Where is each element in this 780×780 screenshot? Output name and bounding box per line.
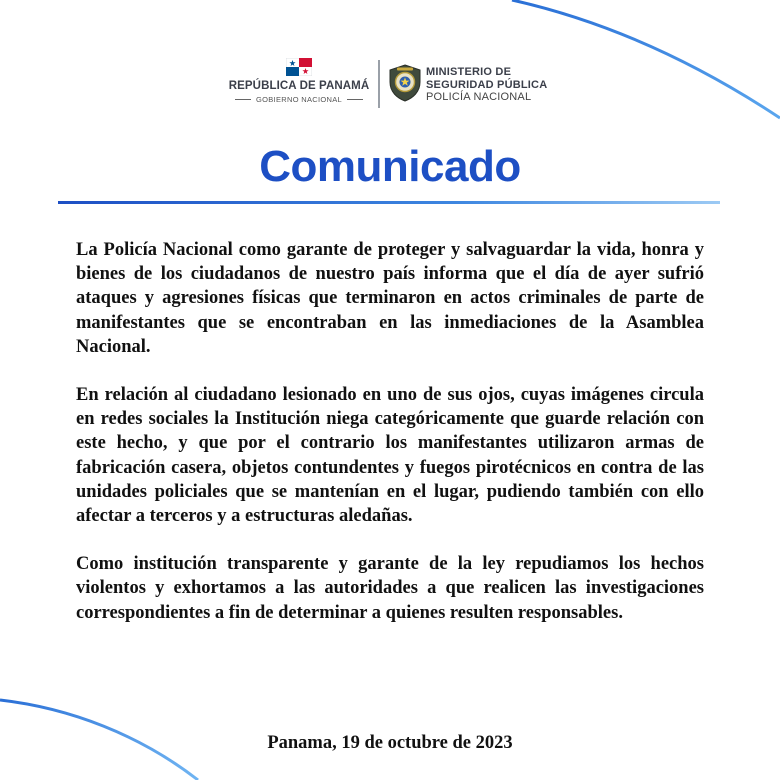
page-title: Comunicado xyxy=(259,142,521,191)
subtitle-dash-right xyxy=(347,99,363,100)
government-subtitle-text: GOBIERNO NACIONAL xyxy=(256,95,342,104)
ministry-block xyxy=(426,66,547,104)
government-subtitle xyxy=(226,95,372,104)
ministry-line-3: POLICÍA NACIONAL xyxy=(426,91,532,103)
paragraph-1: La Policía Nacional como garante de proteger y salvaguardar la vida, honra y bienes de los ciudadanos de nuestro país informa que el día de ayer sufrió ataques y agresiones físicas que terminaron en actos criminales de parte de manifestantes que se encontraban en las inmediaciones de la Asamblea Nacional. xyxy=(76,240,704,357)
paragraph-3: Como institución transparente y garante de la ley repudiamos los hechos violentos y exhortamos a las autoridades a que realicen las investigaciones correspondientes a fin de determinar a quienes resulten responsables. xyxy=(76,554,704,623)
republic-block xyxy=(226,58,372,104)
communique-body xyxy=(76,238,704,649)
ministry-line-2: SEGURIDAD PÚBLICA xyxy=(426,78,548,91)
header xyxy=(0,58,780,114)
ministry-line-1: MINISTERIO DE xyxy=(426,66,512,78)
police-seal-icon xyxy=(388,64,422,102)
paragraph-2: En relación al ciudadano lesionado en uno de sus ojos, cuyas imágenes circula en redes sociales la Institución niega categóricamente que guarde relación con este hecho, y que por el contrario los manifestantes utilizaron armas de fabricación casera, objetos contundentes y fuegos pirotécnicos en contra de las unidades policiales que se mantenían en el lugar, pudiendo también con ello afectar a terceros y a estructuras aledañas. xyxy=(76,385,704,527)
header-divider xyxy=(378,60,380,108)
title-underline xyxy=(58,201,720,204)
subtitle-dash-left xyxy=(235,99,251,100)
date-line: Panama, 19 de octubre de 2023 xyxy=(267,733,513,753)
republic-title: REPÚBLICA DE PANAMÁ xyxy=(228,80,370,92)
panama-flag-icon xyxy=(286,58,312,76)
